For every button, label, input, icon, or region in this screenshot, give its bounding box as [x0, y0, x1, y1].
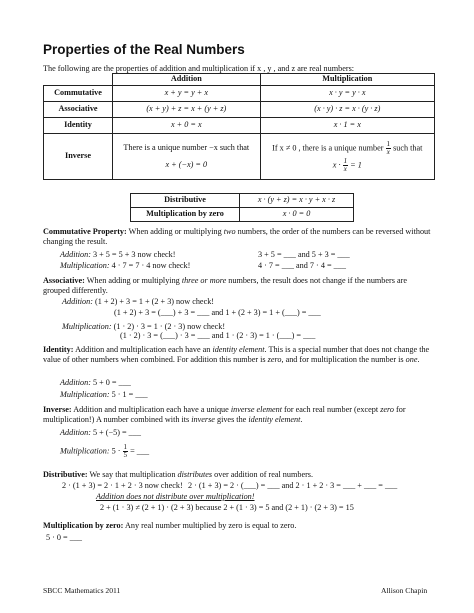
cell-associative-mult: (x · y) · z = x · (y · z)	[260, 102, 434, 118]
page-title: Properties of the Real Numbers	[43, 42, 245, 57]
row-label-associative: Associative	[44, 102, 113, 118]
row-label-identity: Identity	[44, 118, 113, 134]
table-corner	[44, 74, 113, 86]
row-label-mult-zero: Multiplication by zero	[131, 208, 240, 222]
cell-inverse-add	[113, 134, 261, 180]
inverse-mult-text-a: If x ≠ 0 , there is a unique number	[272, 142, 384, 152]
cell-commutative-add: x + y = y + x	[113, 86, 261, 102]
associative-add-question: (1 + 2) + 3 = (___) + 3 = ___ and 1 + (2 + 3) = 1 + (___) = ___	[114, 308, 321, 317]
header-multiplication: Multiplication	[260, 74, 434, 86]
table-row	[44, 134, 435, 180]
cell-mult-zero: x · 0 = 0	[240, 208, 354, 222]
header-addition: Addition	[113, 74, 261, 86]
footer-left: SBCC Mathematics 2011	[43, 586, 121, 595]
distributive-counterexample: 2 + (1 · 3) ≠ (2 + 1) · (2 + 3) because 2 + (1 · 3) = 5 and (2 + 1) · (2 + 3) = 15	[100, 503, 354, 512]
distributive-table	[130, 193, 354, 222]
distributive-example: 2 · (1 + 3) = 2 · 1 + 2 · 3 now check!	[62, 481, 183, 490]
distributive-question: 2 · (1 + 3) = 2 · (___) = ___ and 2 · 1 + 2 · 3 = ___ + ___ = ___	[188, 481, 398, 490]
cell-identity-add: x + 0 = x	[113, 118, 261, 134]
inverse-paragraph: Inverse: Addition and multiplication each have a unique inverse element for each real number (except zero for multiplication!) A number combined with its inverse gives the identity element.	[43, 405, 406, 425]
commutative-mult-question: 4 · 7 = ___ and 7 · 4 = ___	[258, 261, 346, 270]
mult-zero-paragraph: Multiplication by zero: Any real number multiplied by zero is equal to zero.	[43, 521, 297, 530]
row-label-distributive: Distributive	[131, 194, 240, 208]
cell-commutative-mult: x · y = y · x	[260, 86, 434, 102]
row-label-inverse: Inverse	[44, 134, 113, 180]
row-label-commutative: Commutative	[44, 86, 113, 102]
identity-add-question: Addition: 5 + 0 = ___	[60, 378, 131, 387]
cell-inverse-mult	[260, 134, 434, 180]
commutative-mult-example: Multiplication: 4 · 7 = 7 · 4 now check!	[60, 261, 191, 270]
properties-table	[43, 73, 435, 180]
inverse-mult-equation: x · $\frac{1}{x}$ = 1	[332, 156, 362, 173]
distributive-paragraph: Distributive: We say that multiplication distributes over addition of real numbers.	[43, 470, 314, 479]
identity-paragraph: Identity: Addition and multiplication each have an identity element. This is a special number that does not change the value of other numbers when combined. For addition this number is zero, and for multiplication the number is one.	[43, 345, 430, 365]
mult-zero-question: 5 · 0 = ___	[46, 533, 83, 542]
commutative-paragraph: Commutative Property: When adding or multiplying two numbers, the order of the numbers can be reversed without changing the result.	[43, 227, 431, 247]
table-row	[44, 86, 435, 102]
footer-right: Allison Chapin	[381, 586, 428, 595]
cell-distributive: x · (y + z) = x · y + x · z	[240, 194, 354, 208]
associative-mult-example: Multiplication: (1 · 2) · 3 = 1 · (2 · 3) now check!	[62, 322, 226, 331]
inverse-mult-text-b: such that	[393, 142, 423, 152]
cell-associative-add: (x + y) + z = x + (y + z)	[113, 102, 261, 118]
fraction-one-over-five: $\frac{1}{5}$	[123, 443, 128, 459]
fraction-one-over-x: $\frac{1}{x}$	[386, 139, 391, 156]
commutative-add-question: 3 + 5 = ___ and 5 + 3 = ___	[258, 250, 350, 259]
commutative-add-example: Addition: 3 + 5 = 5 + 3 now check!	[60, 250, 176, 259]
inverse-add-equation: x + (−x) = 0	[165, 159, 208, 169]
associative-mult-question: (1 · 2) · 3 = (___) · 3 = ___ and 1 · (2 · 3) = 1 · (___) = ___	[120, 331, 316, 340]
associative-paragraph: Associative: When adding or multiplying three or more numbers, the result does not change if the numbers are grouped differently.	[43, 276, 407, 296]
table-row	[44, 102, 435, 118]
associative-add-example: Addition: (1 + 2) + 3 = 1 + (2 + 3) now check!	[62, 297, 215, 306]
inverse-add-question: Addition: 5 + (−5) = ___	[60, 428, 141, 437]
distributive-note: Addition does not distribute over multiplication!	[96, 492, 255, 501]
cell-identity-mult: x · 1 = x	[260, 118, 434, 134]
table-row	[131, 208, 354, 222]
identity-mult-question: Multiplication: 5 · 1 = ___	[60, 390, 148, 399]
inverse-add-text: There is a unique number −x such that	[123, 143, 250, 153]
table-row	[44, 118, 435, 134]
intro-text: The following are the properties of addition and multiplication if x , y , and z are real numbers:	[43, 64, 355, 73]
inverse-mult-question: Multiplication: 5 · $\frac{1}{5}$ = ___	[60, 443, 150, 459]
table-header-row	[44, 74, 435, 86]
table-row	[131, 194, 354, 208]
